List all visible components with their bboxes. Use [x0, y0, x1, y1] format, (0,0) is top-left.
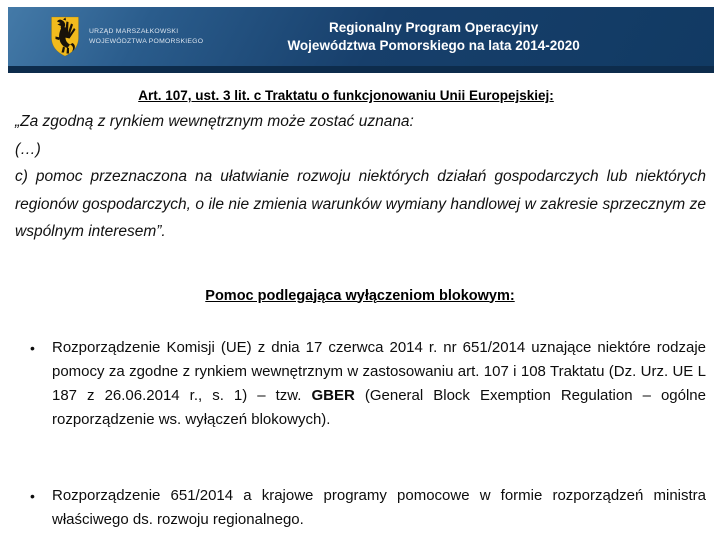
slide-title-line-2: Województwa Pomorskiego na lata 2014-2020	[287, 37, 580, 53]
bullet-list	[30, 336, 706, 532]
bullet-icon: •	[30, 487, 35, 504]
slide-title	[203, 19, 714, 55]
section-heading: Pomoc podlegająca wyłączeniom blokowym:	[205, 287, 515, 304]
agency-name	[89, 27, 203, 46]
slide-title-line-1: Regionalny Program Operacyjny	[328, 19, 539, 35]
pomeranian-griffin-shield-icon	[50, 15, 80, 58]
bullet-text-post: (General Block Exemption Regulation – ogólne rozporządzenie ws. wyłączeń blokowych).	[52, 386, 706, 428]
logo-group	[8, 15, 203, 58]
quote-ellipsis: (…)	[15, 140, 41, 158]
quote-body: c) pomoc przeznaczona na ułatwianie rozwoju niektórych działań gospodarczych lub niektórych regionów gospodarczych, o ile nie zmienia warunków wymiany handlowej w zakresie sprzecznym ze wspólnym interesem”.	[15, 168, 706, 240]
bullet-text-bold: GBER	[311, 386, 355, 404]
bullet-item-krajowe-programy	[30, 484, 706, 532]
bullet-text	[52, 484, 706, 532]
article-heading: Art. 107, ust. 3 lit. c Traktatu o funkcjonowaniu Unii Europejskiej:	[138, 88, 554, 103]
bullet-text-pre: Rozporządzenie 651/2014 a krajowe programy pomocowe w formie rozporządzeń ministra właściwego ds. rozwoju regionalnego.	[52, 486, 706, 528]
treaty-quote	[15, 108, 706, 246]
bullet-text	[52, 336, 706, 432]
quote-intro: „Za zgodną z rynkiem wewnętrznym może zostać uznana:	[15, 113, 414, 130]
header-band	[8, 7, 714, 73]
bullet-item-gber	[30, 336, 706, 432]
bullet-icon: •	[30, 339, 35, 356]
bullet-text-pre: Rozporządzenie Komisji (UE) z dnia 17 czerwca 2014 r. nr 651/2014 uznające niektóre rodzaje pomocy za zgodne z rynkiem wewnętrznym w zastosowaniu art. 107 i 108 Traktatu (Dz. Urz. UE L 187 z 26.06.2014 r., s. 1) – tzw.	[52, 338, 706, 404]
agency-line-2: WOJEWÓDZTWA POMORSKIEGO	[89, 37, 204, 45]
agency-line-1: URZĄD MARSZAŁKOWSKI	[89, 28, 179, 35]
slide-body	[0, 73, 720, 540]
